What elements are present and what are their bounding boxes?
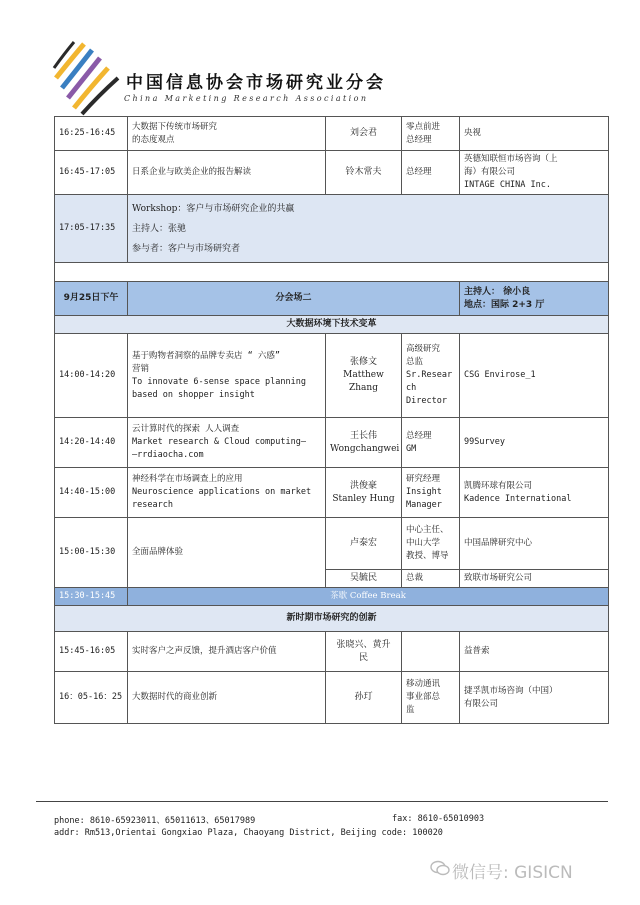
time-cell	[55, 518, 128, 588]
cell-text: 吴毓民	[349, 573, 377, 583]
cell-text: Manager	[406, 500, 442, 510]
cell-text: 9月25日下午	[63, 293, 119, 303]
company-cell	[460, 151, 609, 195]
cell-text: 99Survey	[464, 437, 505, 447]
company-cell	[460, 117, 609, 151]
cell-text: —rrdiaocha.com	[132, 450, 204, 460]
cell-text: 民	[358, 652, 368, 663]
cell-text: 中山大学	[406, 538, 441, 548]
cell-text: Stanley Hung	[332, 493, 395, 504]
table-row	[55, 418, 609, 468]
cell-text: Market research & Cloud computing—	[132, 437, 306, 447]
time-cell	[55, 195, 128, 263]
cell-text: Workshop：客户与市场研究企业的共赢	[132, 203, 295, 214]
break-label-cell	[128, 588, 609, 606]
cell-text: 新时期市场研究的创新	[286, 613, 377, 623]
company-cell	[460, 468, 609, 518]
cell-text: 刘会君	[349, 128, 377, 138]
cell-text: CSG Envirose_1	[464, 370, 536, 380]
cell-text: 营销	[132, 363, 150, 374]
cell-text: 14:20-14:40	[59, 437, 116, 447]
speaker-cell	[326, 151, 402, 195]
cell-text: 总经理	[406, 167, 432, 177]
cell-text: 15:45-16:05	[59, 646, 116, 656]
workshop-row	[55, 195, 609, 263]
topic-cell	[128, 151, 326, 195]
cell-text: 铃木常夫	[345, 167, 382, 177]
cell-text: 16:45-17:05	[59, 167, 116, 177]
cell-text: ch	[406, 383, 417, 393]
cell-text: based on shopper insight	[132, 389, 255, 400]
cell-text: 大数据环境下技术变革	[286, 319, 377, 329]
cell-text: 主持人： 徐小良	[464, 286, 531, 297]
time-cell	[55, 117, 128, 151]
table-row	[55, 334, 609, 418]
table-row	[55, 151, 609, 195]
title-cell	[402, 418, 460, 468]
cell-text: 总经理	[406, 134, 432, 145]
time-cell	[55, 334, 128, 418]
company-cell	[460, 334, 609, 418]
speaker-cell	[326, 632, 402, 672]
cell-text: 总裁	[406, 573, 424, 583]
cell-text: 王长伟	[349, 430, 377, 441]
title-cell	[402, 632, 460, 672]
cell-text: 大数据时代的商业创新	[132, 692, 218, 702]
topic-cell	[128, 334, 326, 418]
cell-text: 主持人：张驰	[132, 223, 187, 234]
company-cell	[460, 672, 609, 724]
cell-text: 实时客户之声反馈，提升酒店客户价值	[132, 646, 277, 656]
cell-text: 参与者：客户与市场研究者	[132, 243, 241, 254]
spacer-row	[55, 263, 609, 282]
cell-text: 16：05-16：25	[59, 692, 123, 702]
time-cell	[55, 588, 128, 606]
cell-text: 益普索	[464, 646, 490, 656]
session-host-cell	[460, 282, 609, 316]
cell-text: 零点前进	[406, 121, 441, 132]
topic-cell	[128, 418, 326, 468]
cell-text: Wongchangwei	[330, 443, 400, 454]
cell-text: 凯腾环球有限公司	[464, 480, 533, 491]
topic-header-row	[55, 606, 609, 632]
footer-address: addr: Rm513,Orientai Gongxiao Plaza, Chaoyang District, Beijing code: 100020	[54, 828, 443, 838]
cell-text: 教授、博导	[406, 551, 449, 561]
time-cell	[55, 632, 128, 672]
cell-text: 14:00-14:20	[59, 370, 116, 380]
cell-text: 地点：国际 2+3 厅	[464, 299, 545, 310]
cell-text: 中国品牌研究中心	[464, 538, 533, 548]
cell-text: 卢泰宏	[349, 538, 377, 548]
cell-text: 分会场二	[275, 293, 312, 303]
cell-text: Director	[406, 396, 447, 406]
footer-divider	[36, 801, 608, 802]
cell-text: 有限公司	[464, 698, 499, 709]
cell-text: 的态度观点	[132, 134, 175, 145]
table-row	[55, 672, 609, 724]
cell-text: 捷孚凯市场咨询（中国）	[464, 685, 558, 696]
cell-text: 日系企业与欧美企业的报告解读	[132, 167, 252, 177]
cell-text: 云计算时代的探索 人人调查	[132, 424, 240, 434]
session-name-cell	[128, 282, 460, 316]
cell-text: 张晓兴、黄升	[336, 639, 391, 650]
cell-text: 央视	[464, 128, 482, 138]
association-logo-icon	[52, 38, 124, 116]
speaker-cell	[326, 570, 402, 588]
cell-text: 中心主任、	[406, 525, 449, 535]
cell-text: 监	[406, 705, 415, 715]
time-cell	[55, 418, 128, 468]
cell-text: 全面品牌体验	[132, 547, 184, 557]
topic-header-cell	[55, 606, 609, 632]
cell-text: 孙玎	[354, 692, 373, 702]
cell-text: 致联市场研究公司	[464, 573, 533, 583]
speaker-cell	[326, 518, 402, 570]
cell-text: 研究经理	[406, 474, 441, 484]
topic-header-cell	[55, 316, 609, 334]
topic-header-row	[55, 316, 609, 334]
cell-text: To innovate 6-sense space planning	[132, 376, 306, 387]
footer-phone: phone: 8610-65923011、65011613、65017989	[54, 816, 256, 826]
cell-text: 高级研究	[406, 344, 441, 354]
session-header-row	[55, 282, 609, 316]
org-name-english: China Marketing Research Association	[124, 94, 369, 103]
cell-text: 总经理	[406, 430, 432, 441]
title-cell	[402, 570, 460, 588]
table-row	[55, 518, 609, 570]
time-cell	[55, 151, 128, 195]
topic-cell	[128, 672, 326, 724]
company-cell	[460, 418, 609, 468]
break-row	[55, 588, 609, 606]
schedule-table	[54, 116, 609, 724]
speaker-cell	[326, 418, 402, 468]
company-cell	[460, 518, 609, 570]
cell-text: INTAGE CHINA Inc.	[464, 180, 551, 190]
spacer-cell	[55, 263, 609, 282]
title-cell	[402, 334, 460, 418]
cell-text: 15:00-15:30	[59, 547, 116, 557]
wechat-watermark: 微信号: GISICN	[452, 863, 573, 883]
title-cell	[402, 518, 460, 570]
cell-text: 张修文	[349, 357, 377, 367]
speaker-cell	[326, 672, 402, 724]
speaker-cell	[326, 117, 402, 151]
cell-text: 15:30-15:45	[59, 591, 116, 601]
topic-cell	[128, 117, 326, 151]
cell-text: 海）有限公司	[464, 167, 516, 177]
title-cell	[402, 151, 460, 195]
session-date-cell	[55, 282, 128, 316]
cell-text: 基于购物者洞察的品牌专卖店 “ 六感”	[132, 350, 280, 361]
cell-text: 总监	[406, 357, 424, 367]
letterhead	[0, 0, 640, 118]
org-name-chinese: 中国信息协会市场研究业分会	[126, 73, 386, 93]
speaker-cell	[326, 468, 402, 518]
cell-text: 英德知联恒市场咨询（上	[464, 154, 558, 164]
cell-text: 16:25-16:45	[59, 128, 116, 138]
cell-text: 大数据下传统市场研究	[132, 121, 218, 132]
cell-text: 17:05-17:35	[59, 223, 116, 233]
topic-cell	[128, 632, 326, 672]
workshop-details-cell	[128, 195, 609, 263]
table-row	[55, 632, 609, 672]
cell-text: Neuroscience applications on market	[132, 487, 312, 497]
cell-text: Insight	[406, 487, 442, 497]
cell-text: 移动通讯	[406, 679, 441, 689]
cell-text: 洪俊豪	[349, 480, 377, 491]
cell-text: 茶歇 Coffee Break	[330, 591, 406, 601]
cell-text: Kadence International	[464, 493, 572, 504]
cell-text: GM	[406, 443, 417, 454]
cell-text: 事业部总	[406, 692, 441, 702]
cell-text: Matthew	[343, 370, 384, 380]
cell-text: research	[132, 500, 173, 510]
time-cell	[55, 672, 128, 724]
cell-text: Sr.Resear	[406, 370, 453, 380]
table-row	[55, 468, 609, 518]
cell-text: 14:40-15:00	[59, 487, 116, 497]
title-cell	[402, 117, 460, 151]
table-row	[55, 117, 609, 151]
title-cell	[402, 672, 460, 724]
company-cell	[460, 570, 609, 588]
topic-cell	[128, 468, 326, 518]
cell-text: Zhang	[349, 383, 378, 393]
cell-text: 神经科学在市场调查上的应用	[132, 474, 243, 484]
speaker-cell	[326, 334, 402, 418]
time-cell	[55, 468, 128, 518]
footer-fax: fax: 8610-65010903	[392, 814, 485, 824]
topic-cell	[128, 518, 326, 588]
company-cell	[460, 632, 609, 672]
title-cell	[402, 468, 460, 518]
wechat-icon	[430, 860, 450, 876]
